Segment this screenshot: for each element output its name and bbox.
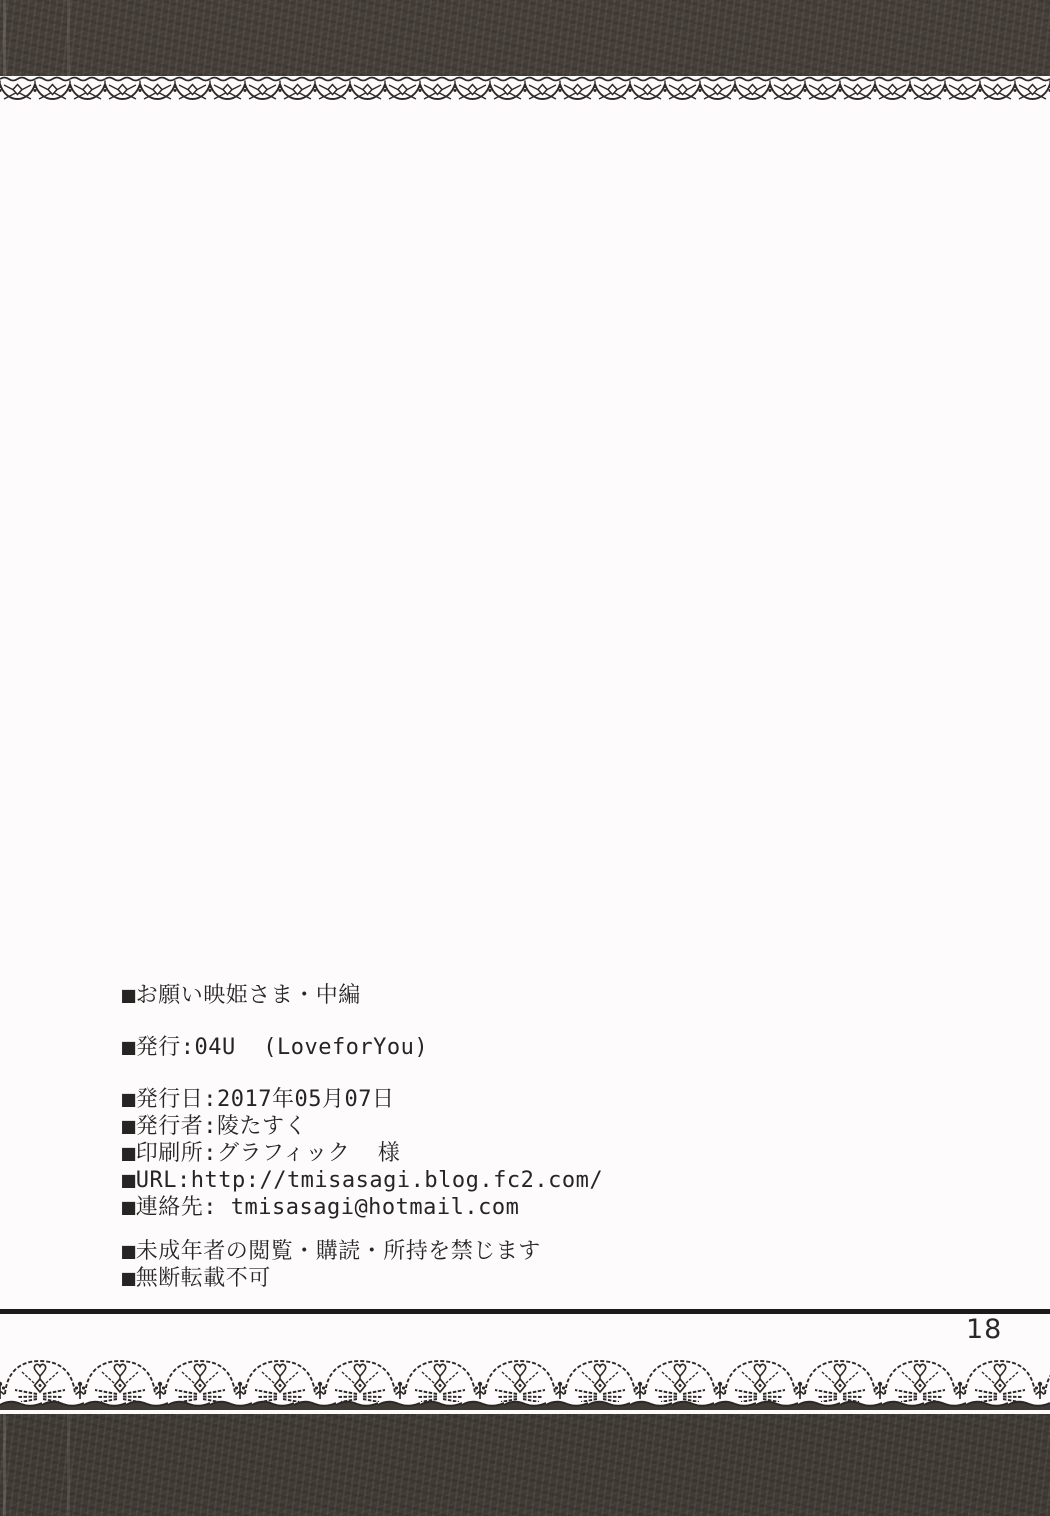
colophon-publisher-line: ■発行:04U (LoveforYou) (122, 1035, 429, 1060)
colophon-title: ■お願い映姫さま・中編 (122, 983, 361, 1008)
colophon-notice-line: ■無断転載不可 (122, 1266, 271, 1291)
scallop-lace-border-icon (0, 76, 1050, 114)
scan-seam (3, 1414, 6, 1516)
top-banner (0, 0, 1050, 76)
colophon-detail-line: ■URL:http://tmisasagi.blog.fc2.com/ (122, 1168, 604, 1193)
divider-rule (0, 1309, 1050, 1314)
colophon-detail-line: ■発行者:陵たすく (122, 1114, 307, 1139)
colophon-block (122, 982, 942, 1292)
colophon-details (122, 1086, 942, 1221)
colophon-notices (122, 1238, 942, 1292)
colophon-notice-line: ■未成年者の閲覧・購読・所持を禁じます (122, 1239, 541, 1264)
colophon-detail-line: ■発行日:2017年05月07日 (122, 1087, 395, 1112)
heart-lace-border-icon (0, 1354, 1050, 1414)
colophon-detail-line: ■印刷所:グラフィック 様 (122, 1141, 401, 1166)
bottom-banner (0, 1414, 1050, 1516)
scan-seam (3, 0, 6, 76)
scan-seam (67, 1414, 70, 1516)
page-number: 18 (966, 1314, 1003, 1345)
colophon-detail-line: ■連絡先: tmisasagi@hotmail.com (122, 1195, 520, 1220)
scan-seam (67, 0, 70, 76)
